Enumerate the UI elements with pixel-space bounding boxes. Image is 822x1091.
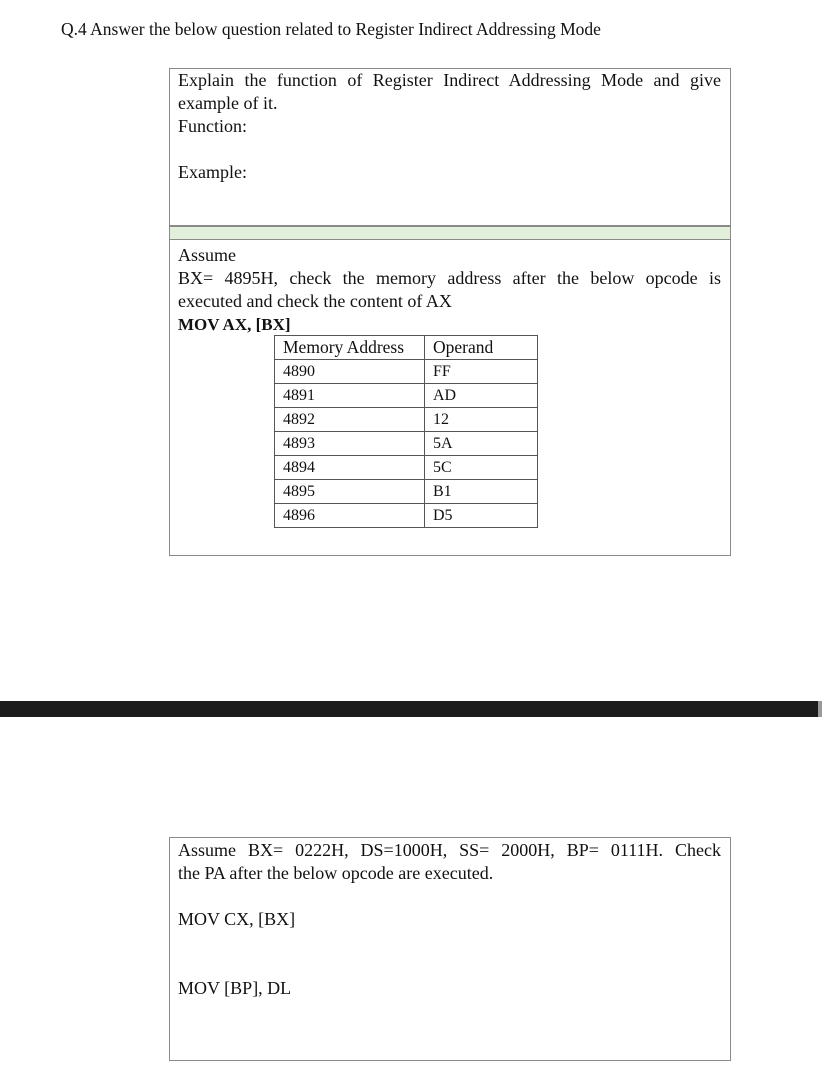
example-label: Example:	[178, 162, 247, 182]
table-row	[275, 408, 538, 432]
operand-cell: FF	[425, 360, 538, 384]
page-break-band	[0, 701, 818, 717]
mov-bp-instruction: MOV [BP], DL	[178, 978, 292, 998]
instruction-text: MOV AX, [BX]	[178, 315, 291, 334]
header-memory-address: Memory Address	[275, 336, 425, 360]
address-cell: 4890	[275, 360, 425, 384]
address-cell: 4895	[275, 480, 425, 504]
page-break-edge	[818, 701, 822, 717]
table-row	[275, 504, 538, 528]
mov-cx-instruction: MOV CX, [BX]	[178, 909, 296, 929]
address-cell: 4893	[275, 432, 425, 456]
pa-line-2: the PA after the below opcode are executed.	[178, 863, 494, 883]
address-cell: 4892	[275, 408, 425, 432]
operand-cell: D5	[425, 504, 538, 528]
operand-cell: 12	[425, 408, 538, 432]
explain-line-1: Explain the function of Register Indirect Addressing Mode and give	[178, 70, 721, 90]
table-row	[275, 432, 538, 456]
question-title: Q.4 Answer the below question related to Register Indirect Addressing Mode	[61, 19, 601, 39]
header-operand: Operand	[425, 336, 538, 360]
assume-line-2: executed and check the content of AX	[178, 291, 452, 311]
address-cell: 4891	[275, 384, 425, 408]
operand-cell: B1	[425, 480, 538, 504]
memory-table	[274, 335, 538, 528]
assume-line-1: BX= 4895H, check the memory address after the below opcode is	[178, 268, 721, 288]
assume-label: Assume	[178, 245, 236, 265]
table-row	[275, 360, 538, 384]
function-label: Function:	[178, 116, 248, 136]
address-cell: 4896	[275, 504, 425, 528]
operand-cell: 5C	[425, 456, 538, 480]
table-row	[275, 480, 538, 504]
table-header-row	[275, 336, 538, 360]
operand-cell: AD	[425, 384, 538, 408]
pa-line-1: Assume BX= 0222H, DS=1000H, SS= 2000H, BP= 0111H. Check	[178, 840, 721, 860]
address-cell: 4894	[275, 456, 425, 480]
table-row	[275, 384, 538, 408]
explain-line-2: example of it.	[178, 93, 278, 113]
table-row	[275, 456, 538, 480]
green-separator-bar	[169, 226, 731, 240]
operand-cell: 5A	[425, 432, 538, 456]
